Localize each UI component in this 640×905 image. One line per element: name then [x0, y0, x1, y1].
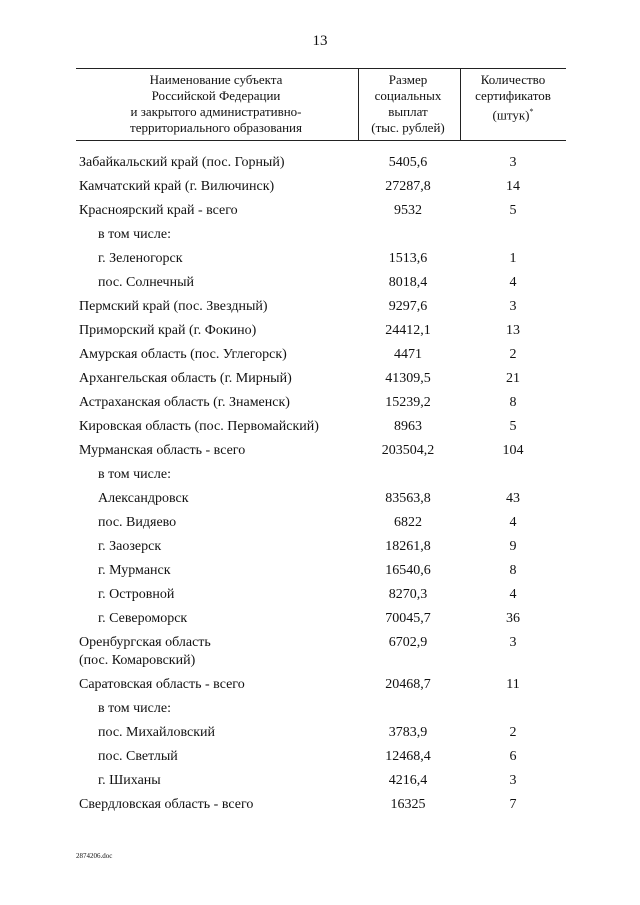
certificate-count: 21	[506, 371, 520, 386]
payment-value: 203504,2	[381, 443, 435, 458]
header-payment-size: Размер социальных выплат (тыс. рублей)	[371, 72, 445, 135]
region-name: пос. Видяево	[98, 515, 177, 530]
payment-value: 41309,5	[385, 371, 431, 386]
payment-value: 9532	[394, 203, 422, 218]
certificate-count: 4	[509, 275, 517, 290]
payment-value: 16540,6	[385, 563, 431, 578]
certificate-count: 2	[509, 347, 517, 362]
region-name: Приморский край (г. Фокино)	[79, 323, 257, 338]
region-name: Архангельская область (г. Мирный)	[79, 371, 292, 386]
certificate-count: 5	[509, 419, 517, 434]
certificate-count: 7	[509, 797, 517, 812]
region-name: г. Островной	[98, 587, 175, 602]
region-name: г. Заозерск	[98, 539, 162, 554]
payment-value: 8018,4	[388, 275, 428, 290]
document-footer: 2874206.doc	[76, 852, 113, 860]
region-name: Александровск	[98, 491, 189, 506]
certificate-count: 2	[509, 725, 517, 740]
certificate-count: 6	[509, 749, 517, 764]
certificate-count: 3	[509, 773, 517, 788]
payment-value: 8270,3	[388, 587, 428, 602]
payment-value: 27287,8	[385, 179, 431, 194]
region-name: пос. Солнечный	[98, 275, 194, 290]
certificate-count: 9	[509, 539, 517, 554]
certificate-count: 4	[509, 515, 517, 530]
region-name: пос. Михайловский	[98, 725, 216, 740]
payment-value: 3783,9	[388, 725, 428, 740]
certificate-count: 5	[509, 203, 517, 218]
certificate-count: 3	[509, 299, 517, 314]
payment-value: 6702,9	[388, 635, 428, 650]
region-name: в том числе:	[98, 701, 171, 716]
region-name: в том числе:	[98, 227, 171, 242]
certificate-count: 3	[509, 635, 517, 650]
certificate-count: 3	[509, 155, 517, 170]
region-name: Астраханская область (г. Знаменск)	[79, 395, 290, 410]
region-name: Забайкальский край (пос. Горный)	[79, 155, 285, 170]
header-subject-name: Наименование субъекта Российской Федерации и закрытого административно- территориального образования	[130, 72, 302, 135]
certificate-count: 43	[506, 491, 520, 506]
region-name: Красноярский край - всего	[79, 203, 238, 218]
payment-value: 20468,7	[385, 677, 431, 692]
certificate-count: 36	[506, 611, 520, 626]
certificate-count: 8	[509, 395, 517, 410]
header-bottom-rule	[76, 140, 566, 141]
certificate-count: 4	[509, 587, 517, 602]
header-certificate-count	[460, 72, 566, 138]
certificate-count: 11	[506, 677, 520, 692]
payment-value: 70045,7	[385, 611, 431, 626]
header-top-rule	[76, 68, 566, 69]
header-certificate-count-text: Количество сертификатов (штук)	[475, 72, 551, 123]
footnote-mark: *	[529, 107, 534, 116]
page-number: 13	[312, 33, 328, 49]
region-name: г. Шиханы	[98, 773, 161, 788]
certificate-count: 1	[509, 251, 517, 266]
region-name: г. Североморск	[98, 611, 188, 626]
certificate-count: 104	[502, 443, 524, 458]
region-name: Мурманская область - всего	[79, 443, 246, 458]
region-name: Оренбургская область (пос. Комаровский)	[79, 635, 211, 668]
region-name: пос. Светлый	[98, 749, 178, 764]
payment-value: 5405,6	[388, 155, 428, 170]
region-name: Амурская область (пос. Углегорск)	[79, 347, 287, 362]
region-name: Пермский край (пос. Звездный)	[79, 299, 268, 314]
payment-value: 18261,8	[385, 539, 431, 554]
payment-value: 16325	[390, 797, 426, 812]
payment-value: 83563,8	[385, 491, 431, 506]
region-name: Свердловская область - всего	[79, 797, 254, 812]
certificate-count: 13	[506, 323, 520, 338]
region-name: в том числе:	[98, 467, 171, 482]
payment-value: 12468,4	[385, 749, 431, 764]
payment-value: 15239,2	[385, 395, 431, 410]
region-name: Кировская область (пос. Первомайский)	[79, 419, 319, 434]
region-name: г. Мурманск	[98, 563, 171, 578]
payment-value: 9297,6	[388, 299, 428, 314]
payment-value: 1513,6	[388, 251, 428, 266]
payment-value: 4471	[394, 347, 422, 362]
region-name: Саратовская область - всего	[79, 677, 245, 692]
payment-value: 24412,1	[385, 323, 431, 338]
payment-value: 6822	[394, 515, 422, 530]
certificate-count: 14	[506, 179, 520, 194]
payment-value: 8963	[394, 419, 422, 434]
payment-value: 4216,4	[388, 773, 428, 788]
certificate-count: 8	[509, 563, 517, 578]
region-name: г. Зеленогорск	[98, 251, 183, 266]
region-name: Камчатский край (г. Вилючинск)	[79, 179, 275, 194]
